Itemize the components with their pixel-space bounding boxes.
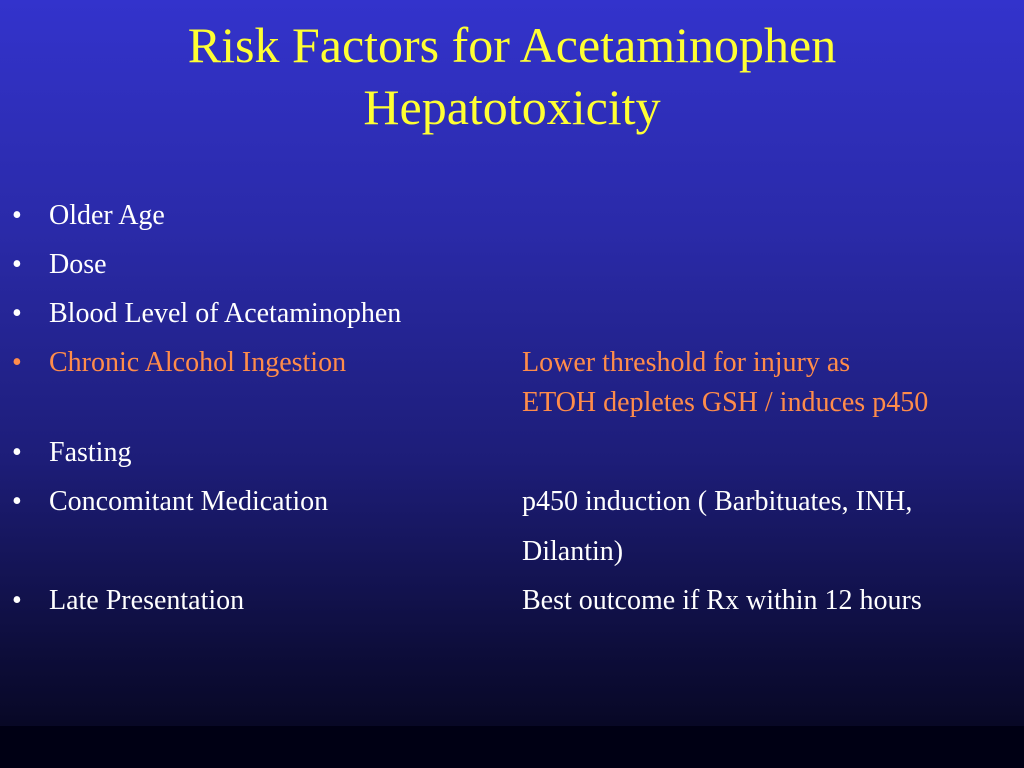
item-label: Concomitant Medication [49, 486, 329, 517]
detail-line-2: ETOH depletes GSH / induces p450 [522, 387, 929, 418]
bullet-icon: • [12, 585, 22, 616]
item-detail [522, 581, 922, 621]
detail-line-2: Dilantin) [522, 536, 624, 567]
detail-line-1: Lower threshold for injury as [522, 347, 851, 378]
item-label: Dose [49, 249, 107, 280]
item-label: Older Age [49, 200, 165, 231]
item-label: Chronic Alcohol Ingestion [49, 347, 347, 378]
bullet-icon: • [12, 486, 22, 517]
bullet-icon: • [12, 249, 22, 280]
bullet-icon: • [12, 347, 22, 378]
item-label: Fasting [49, 437, 132, 468]
bullet-icon: • [12, 437, 22, 468]
item-label: Blood Level of Acetaminophen [49, 298, 402, 329]
detail-line-1: p450 induction ( Barbituates, INH, [522, 486, 913, 517]
title-line-2: Hepatotoxicity [363, 79, 661, 135]
item-label: Late Presentation [49, 585, 245, 616]
bullet-icon: • [12, 200, 22, 231]
bullet-icon: • [12, 298, 22, 329]
detail-line-1: Best outcome if Rx within 12 hours [522, 585, 922, 616]
title-line-1: Risk Factors for Acetaminophen [187, 17, 837, 73]
item-detail [522, 343, 928, 423]
item-detail [522, 477, 912, 577]
